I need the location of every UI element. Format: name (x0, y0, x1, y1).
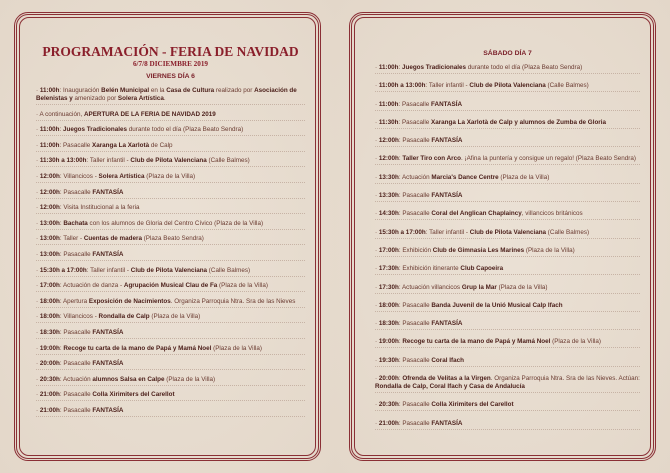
schedule-description: Apertura Exposición de Nacimientos. Organiza Parroquia Ntra. Sra de las Nieves (62, 297, 296, 305)
schedule-item: · 11:00h: Juegos Tradicionales durante todo el día (Plaza Beato Sendra) (375, 64, 640, 74)
schedule-time: 19:30h (378, 356, 399, 364)
schedule-time: 18:00h (378, 301, 399, 309)
schedule-description: Juegos Tradicionales durante todo el día (Plaza Beato Sendra) (401, 64, 583, 71)
schedule-description: Taller infantil - Club de Pilota Valenciana (Calle Balmes) (429, 228, 590, 236)
schedule-description: Pasacalle FANTASÍA (402, 419, 463, 427)
schedule-description: Visita Institucional a la feria (63, 204, 140, 212)
schedule-item: · 18:00h: Pasacalle Banda Juvenil de la Unió Musical Calp Ifach (375, 302, 640, 312)
schedule-time: 13:00h (39, 250, 60, 258)
schedule-description: Pasacalle Xaranga La Xarlotà de Calp y alumnos de Zumba de Gloria (401, 118, 606, 126)
schedule-description: Taller infantil - Club de Pilota Valenciana (Calle Balmes) (428, 82, 589, 90)
right-page (335, 0, 670, 473)
schedule-time: 13:30h (378, 192, 399, 200)
schedule-description: Pasacalle FANTASÍA (63, 406, 124, 414)
schedule-item: · 17:00h: Exhibición Club de Gimnasia Les Marines (Plaza de la Villa) (375, 247, 640, 257)
schedule-item: · 12:00h: Pasacalle FANTASÍA (36, 189, 305, 199)
schedule-description: Pasacalle FANTASÍA (402, 192, 463, 200)
schedule-time: 20:00h (39, 360, 60, 368)
schedule-time: 21:00h (378, 419, 399, 427)
schedule-time: 11:30h a 13:00h (39, 157, 87, 165)
schedule-description: Pasacalle FANTASÍA (63, 360, 124, 368)
schedule-item: · 19:30h: Pasacalle Coral Ifach (375, 357, 640, 367)
schedule-item: · 13:30h: Pasacalle FANTASÍA (375, 192, 640, 202)
schedule-time: 11:00h (378, 64, 399, 71)
schedule-item: · 13:00h: Bachata con los alumnos de Gloria del Centro Cívico (Plaza de la Villa) (36, 220, 305, 230)
schedule-item: · 21:00h: Pasacalle FANTASÍA (36, 407, 305, 417)
schedule-time: 18:00h (39, 297, 60, 305)
schedule-description: Bachata con los alumnos de Gloria del Centro Cívico (Plaza de la Villa) (63, 219, 264, 227)
schedule-item: · A continuación, APERTURA DE LA FERIA DE NAVIDAD 2019 (36, 111, 305, 121)
schedule-item: · 11:00h: Pasacalle FANTASÍA (375, 101, 640, 111)
schedule-item: · 12:00h: Villancicos - Solera Artística (Plaza de la Villa) (36, 173, 305, 183)
schedule-time: 20:30h (378, 401, 399, 409)
schedule-item: · 20:00h: Ofrenda de Velitas a la Virgen. Organiza Parroquia Ntra. Sra de las Nieves. Actúan: Rondalla de Calp, Coral Ifach y Casa de Andalucía (375, 375, 640, 393)
schedule-description: Pasacalle FANTASÍA (63, 250, 124, 258)
schedule-time: 11:00h (39, 126, 60, 134)
schedule-description: Ofrenda de Velitas a la Virgen. Organiza Parroquia Ntra. Sra de las Nieves. Actúan: Rondalla de Calp, Coral Ifach y Casa de Andalucía (375, 375, 640, 391)
schedule-time: 11:00h (378, 100, 399, 108)
schedule-time: 18:30h (378, 320, 399, 328)
schedule-description: Recoge tu carta de la mano de Papá y Mamá Noel (Plaza de la Villa) (402, 338, 601, 346)
schedule-description: Pasacalle Coral del Anglican Chaplaincy, villancicos británicos (402, 210, 583, 218)
schedule-time: 20:30h (39, 375, 60, 383)
schedule-description: Actuación alumnos Salsa en Calpe (Plaza de la Villa) (62, 375, 216, 383)
schedule-item: · 17:30h: Actuación villancicos Grup la Mar (Plaza de la Villa) (375, 284, 640, 294)
schedule-description: Taller - Cuentas de madera (Plaza Beato Sendra) (63, 235, 204, 243)
schedule-item: · 12:00h: Taller Tiro con Arco. ¡Afina la puntería y consigue un regalo! (Plaza Beato Sendra) (375, 155, 640, 165)
day-heading-friday: VIERNES DÍA 6 (146, 73, 195, 80)
schedule-description: Pasacalle Colla Xirimiters del Carellot (402, 401, 514, 409)
schedule-time: 12:00h (39, 188, 60, 196)
schedule-time: 13:30h (378, 173, 399, 181)
schedule-time: 20:00h (378, 375, 399, 383)
schedule-description: Taller Tiro con Arco. ¡Afina la puntería y consigue un regalo! (Plaza Beato Sendra) (402, 155, 637, 163)
schedule-description: Pasacalle Colla Xirimiters del Carellot (63, 391, 175, 399)
schedule-time: 12:00h (378, 137, 399, 145)
schedule-item: · 11:00h: Inauguración Belén Municipal en la Casa de Cultura realizado por Asociación de Belenistas y amenizado por Solera Artística. (36, 87, 305, 105)
schedule-description: Pasacalle FANTASÍA (402, 137, 463, 145)
schedule-item: · 18:30h: Pasacalle FANTASÍA (36, 329, 305, 339)
schedule-time: 11:00h a 13:00h (378, 82, 426, 90)
schedule-item: · 18:00h: Villancicos - Rondalla de Calp (Plaza de la Villa) (36, 313, 305, 323)
schedule-item: · 11:30h: Pasacalle Xaranga La Xarlotà de Calp y alumnos de Zumba de Gloria (375, 119, 640, 129)
schedule-time: 21:00h (39, 406, 60, 414)
schedule-item: · 20:30h: Pasacalle Colla Xirimiters del Carellot (375, 401, 640, 411)
event-dates: 6/7/8 DICIEMBRE 2019 (132, 60, 209, 68)
schedule-description: Actuación villancicos Grup la Mar (Plaza de la Villa) (401, 283, 548, 291)
schedule-item: · 15:30h a 17:00h: Taller infantil - Club de Pilota Valenciana (Calle Balmes) (36, 267, 305, 277)
schedule-time: 21:00h (39, 391, 60, 399)
schedule-item: · 17:30h: Exhibición itinerante Club Capoeira (375, 265, 640, 275)
schedule-description: Pasacalle Coral Ifach (402, 356, 464, 364)
schedule-time: 13:00h (39, 219, 60, 227)
schedule-time: 13:00h (39, 235, 60, 243)
schedule-time: 11:00h (39, 141, 60, 149)
schedule-item: · 20:30h: Actuación alumnos Salsa en Calpe (Plaza de la Villa) (36, 376, 305, 386)
schedule-time: 18:30h (39, 328, 60, 336)
schedule-item: · 20:00h: Pasacalle FANTASÍA (36, 360, 305, 370)
schedule-item: · 18:30h: Pasacalle FANTASÍA (375, 320, 640, 330)
schedule-item: · 11:00h: Juegos Tradicionales durante todo el día (Plaza Beato Sendra) (36, 126, 305, 136)
schedule-item: · 11:30h a 13:00h: Taller infantil - Club de Pilota Valenciana (Calle Balmes) (36, 157, 305, 167)
schedule-time: 19:00h (39, 344, 60, 352)
schedule-description: Villancicos - Rondalla de Calp (Plaza de la Villa) (63, 313, 201, 321)
schedule-time: 19:00h (378, 338, 399, 346)
schedule-description: Pasacalle FANTASÍA (401, 100, 463, 108)
right-content (375, 50, 640, 438)
schedule-description: Pasacalle FANTASÍA (63, 188, 124, 196)
schedule-item: · 19:00h: Recoge tu carta de la mano de Papá y Mamá Noel (Plaza de la Villa) (36, 345, 305, 355)
schedule-item: · 13:00h: Taller - Cuentas de madera (Plaza Beato Sendra) (36, 235, 305, 245)
schedule-time: 12:00h (378, 155, 399, 163)
schedule-description: A continuación, APERTURA DE LA FERIA DE NAVIDAD 2019 (39, 110, 216, 118)
schedule-description: Exhibición itinerante Club Capoeira (402, 265, 504, 273)
schedule-description: Actuación Marcia's Dance Centre (Plaza de la Villa) (401, 173, 550, 181)
day-heading-saturday: SÁBADO DÍA 7 (483, 50, 532, 57)
schedule-description: Exhibición Club de Gimnasia Les Marines (Plaza de la Villa) (402, 246, 575, 254)
schedule-item: · 13:30h: Actuación Marcia's Dance Centre (Plaza de la Villa) (375, 174, 640, 184)
schedule-description: Taller infantil - Club de Pilota Valenciana (Calle Balmes) (89, 157, 250, 165)
schedule-list-saturday (375, 64, 640, 430)
schedule-description: Villancicos - Solera Artística (Plaza de la Villa) (63, 172, 196, 180)
schedule-time: 11:30h (378, 118, 399, 126)
schedule-time: 15:30h a 17:00h (39, 266, 87, 274)
schedule-item: · 14:30h: Pasacalle Coral del Anglican Chaplaincy, villancicos británicos (375, 210, 640, 220)
schedule-item: · 21:00h: Pasacalle Colla Xirimiters del Carellot (36, 391, 305, 401)
schedule-description: Pasacalle Xaranga La Xarlotà de Calp (62, 141, 173, 149)
schedule-description: Juegos Tradicionales durante todo el día (Plaza Beato Sendra) (62, 126, 244, 134)
schedule-description: Pasacalle Banda Juvenil de la Unió Musical Calp Ifach (402, 301, 563, 309)
schedule-item: · 11:00h: Pasacalle Xaranga La Xarlotà de Calp (36, 142, 305, 152)
schedule-time: 12:00h (39, 172, 60, 180)
schedule-item: · 18:00h: Apertura Exposición de Nacimientos. Organiza Parroquia Ntra. Sra de las Nieves (36, 298, 305, 308)
page-title: PROGRAMACIÓN - FERIA DE NAVIDAD (42, 44, 299, 59)
schedule-item: · 19:00h: Recoge tu carta de la mano de Papá y Mamá Noel (Plaza de la Villa) (375, 338, 640, 348)
schedule-item: · 17:00h: Actuación de danza - Agrupación Musical Clau de Fa (Plaza de la Villa) (36, 282, 305, 292)
schedule-time: 12:00h (39, 204, 60, 212)
schedule-item: · 21:00h: Pasacalle FANTASÍA (375, 420, 640, 430)
schedule-time: 17:30h (378, 265, 399, 273)
schedule-item: · 15:30h a 17:00h: Taller infantil - Club de Pilota Valenciana (Calle Balmes) (375, 229, 640, 239)
schedule-time: 18:00h (39, 313, 60, 321)
schedule-description: Taller infantil - Club de Pilota Valenciana (Calle Balmes) (90, 266, 251, 274)
schedule-item: · 12:00h: Pasacalle FANTASÍA (375, 137, 640, 147)
schedule-item: · 13:00h: Pasacalle FANTASÍA (36, 251, 305, 261)
schedule-description: Recoge tu carta de la mano de Papá y Mamá Noel (Plaza de la Villa) (63, 344, 262, 352)
schedule-time: 14:30h (378, 210, 399, 218)
schedule-time: 11:00h (39, 87, 60, 94)
schedule-item: · 12:00h: Visita Institucional a la feria (36, 204, 305, 214)
schedule-time: 17:00h (378, 246, 399, 254)
schedule-list-friday (36, 87, 305, 417)
left-content (36, 44, 305, 422)
schedule-description: Pasacalle FANTASÍA (63, 328, 124, 336)
schedule-description: Actuación de danza - Agrupación Musical Clau de Fa (Plaza de la Villa) (62, 282, 268, 290)
schedule-time: 15:30h a 17:00h (378, 228, 426, 236)
schedule-description: Pasacalle FANTASÍA (402, 320, 463, 328)
schedule-time: 17:30h (378, 283, 399, 291)
schedule-time: 17:00h (39, 282, 60, 290)
schedule-description: Inauguración Belén Municipal en la Casa de Cultura realizado por Asociación de Belenistas y amenizado por Solera Artística. (36, 87, 297, 102)
schedule-item: · 11:00h a 13:00h: Taller infantil - Club de Pilota Valenciana (Calle Balmes) (375, 82, 640, 92)
